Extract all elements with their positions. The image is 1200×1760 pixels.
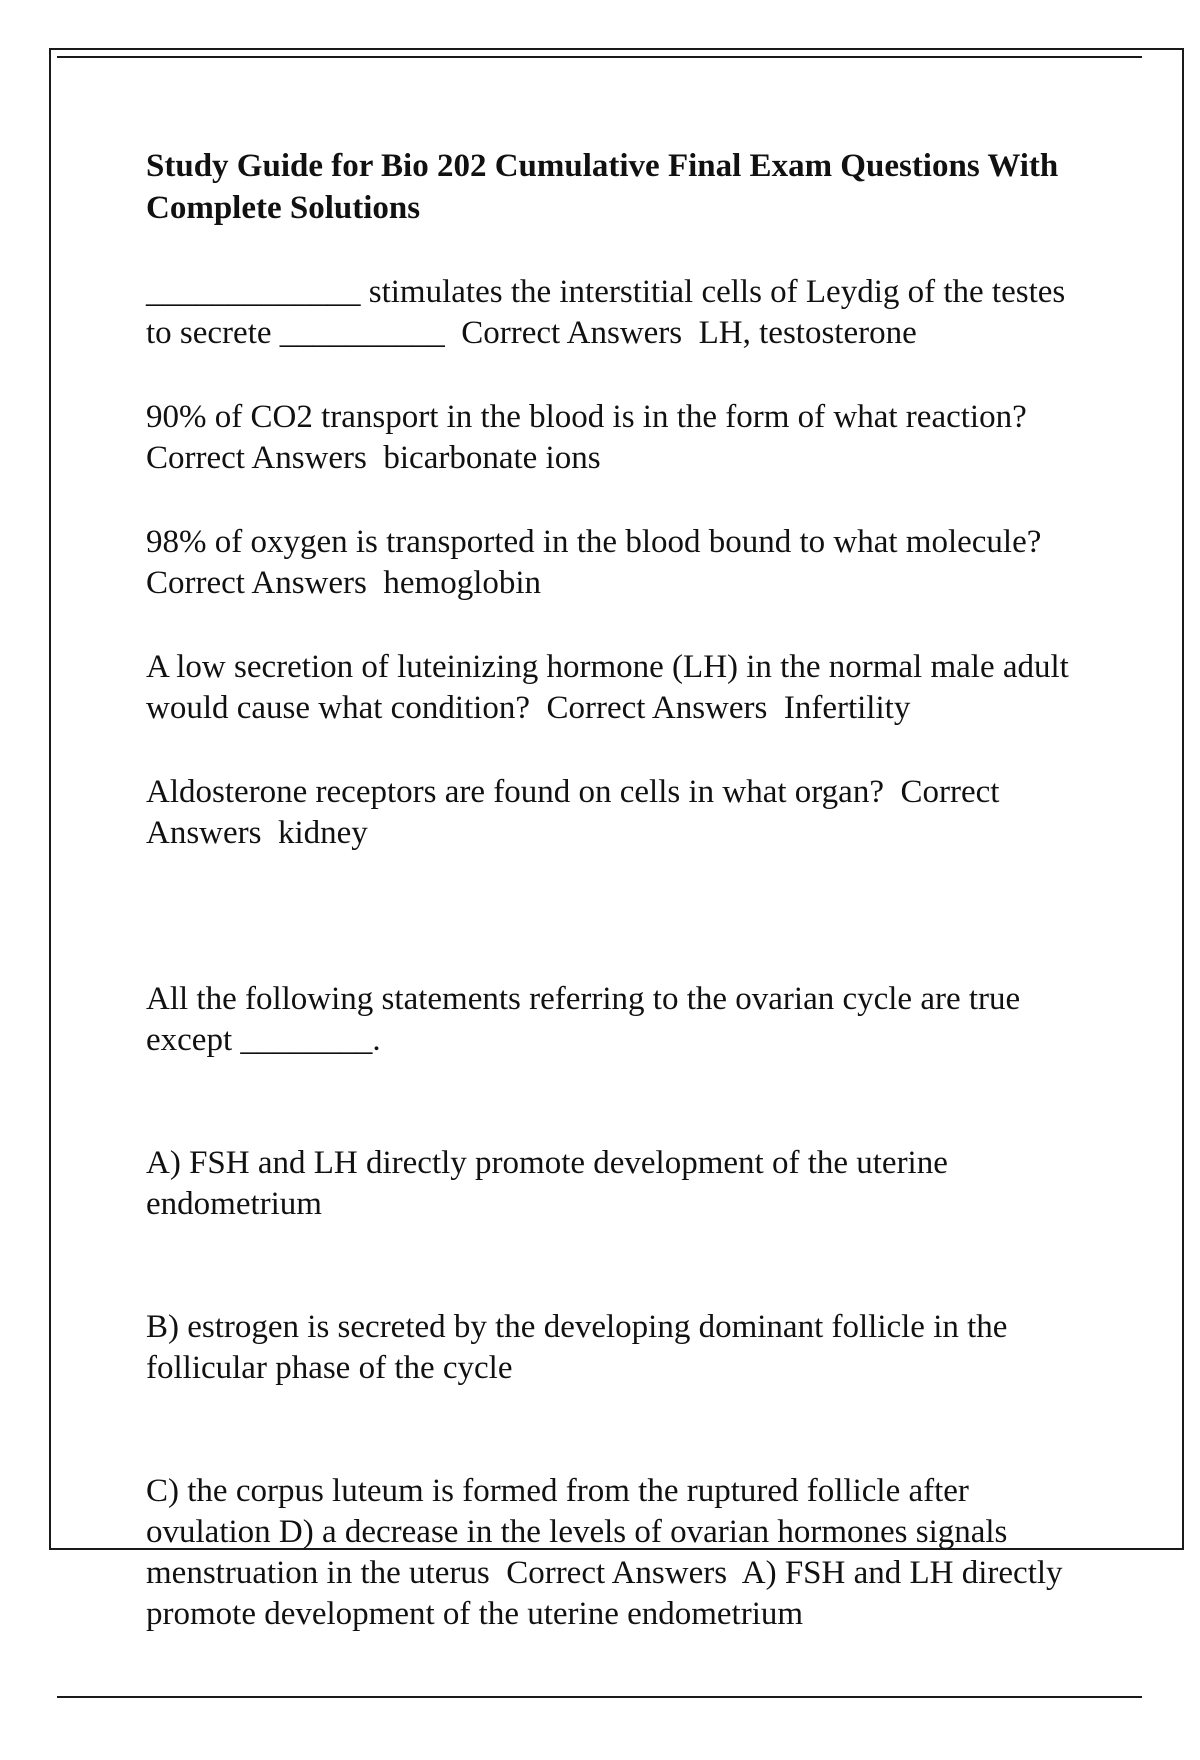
qa-entry-multiple-choice xyxy=(146,897,1096,1717)
qa-entry-5 xyxy=(146,772,1096,854)
answer-label: Correct Answers xyxy=(506,1555,728,1591)
answer-text: hemoglobin xyxy=(383,565,542,601)
question-text: 98% of oxygen is transported in the blood bound to what molecule? xyxy=(146,524,1042,560)
answer-label: Correct Answers xyxy=(146,774,1006,851)
option-b: B) estrogen is secreted by the developing dominant follicle in the follicular phase of the cycle xyxy=(146,1309,1016,1386)
qa-entry-1 xyxy=(146,272,1096,354)
options-c-d xyxy=(146,1471,1096,1635)
qa-entry-4 xyxy=(146,647,1096,729)
option-a: A) FSH and LH directly promote development of the uterine endometrium xyxy=(146,1145,957,1222)
question-text: 90% of CO2 transport in the blood is in the form of what reaction? xyxy=(146,399,1027,435)
answer-text: A) FSH and LH directly promote development of the uterine endometrium xyxy=(146,1555,1071,1632)
question-text: A low secretion of luteinizing hormone (LH) in the normal male adult would cause what condition? xyxy=(146,649,1078,726)
answer-text: LH, testosterone xyxy=(698,315,917,351)
document-title: Study Guide for Bio 202 Cumulative Final Exam Questions With Complete Solutions xyxy=(146,148,1059,226)
question-text: Aldosterone receptors are found on cells in what organ? xyxy=(146,774,884,810)
answer-text: kidney xyxy=(277,815,368,851)
answer-text: Infertility xyxy=(783,690,911,726)
answer-text: bicarbonate ions xyxy=(383,440,601,476)
header-rule xyxy=(57,56,1142,58)
question-text: _____________ stimulates the interstitial cells of Leydig of the testes to secrete __________ xyxy=(146,274,1074,351)
answer-label: Correct Answers xyxy=(546,690,768,726)
qa-entry-3 xyxy=(146,522,1096,604)
answer-label: Correct Answers xyxy=(146,440,367,476)
answer-label: Correct Answers xyxy=(146,565,367,601)
document-body xyxy=(146,145,1096,1760)
option-c-d-text: C) the corpus luteum is formed from the ruptured follicle after ovulation D) a decrease in the levels of ovarian hormones signals menstruation in the uterus xyxy=(146,1473,1016,1591)
answer-label: Correct Answers xyxy=(461,315,683,351)
qa-entry-2 xyxy=(146,397,1096,479)
question-stem: All the following statements referring to the ovarian cycle are true except ________. xyxy=(146,981,1029,1058)
